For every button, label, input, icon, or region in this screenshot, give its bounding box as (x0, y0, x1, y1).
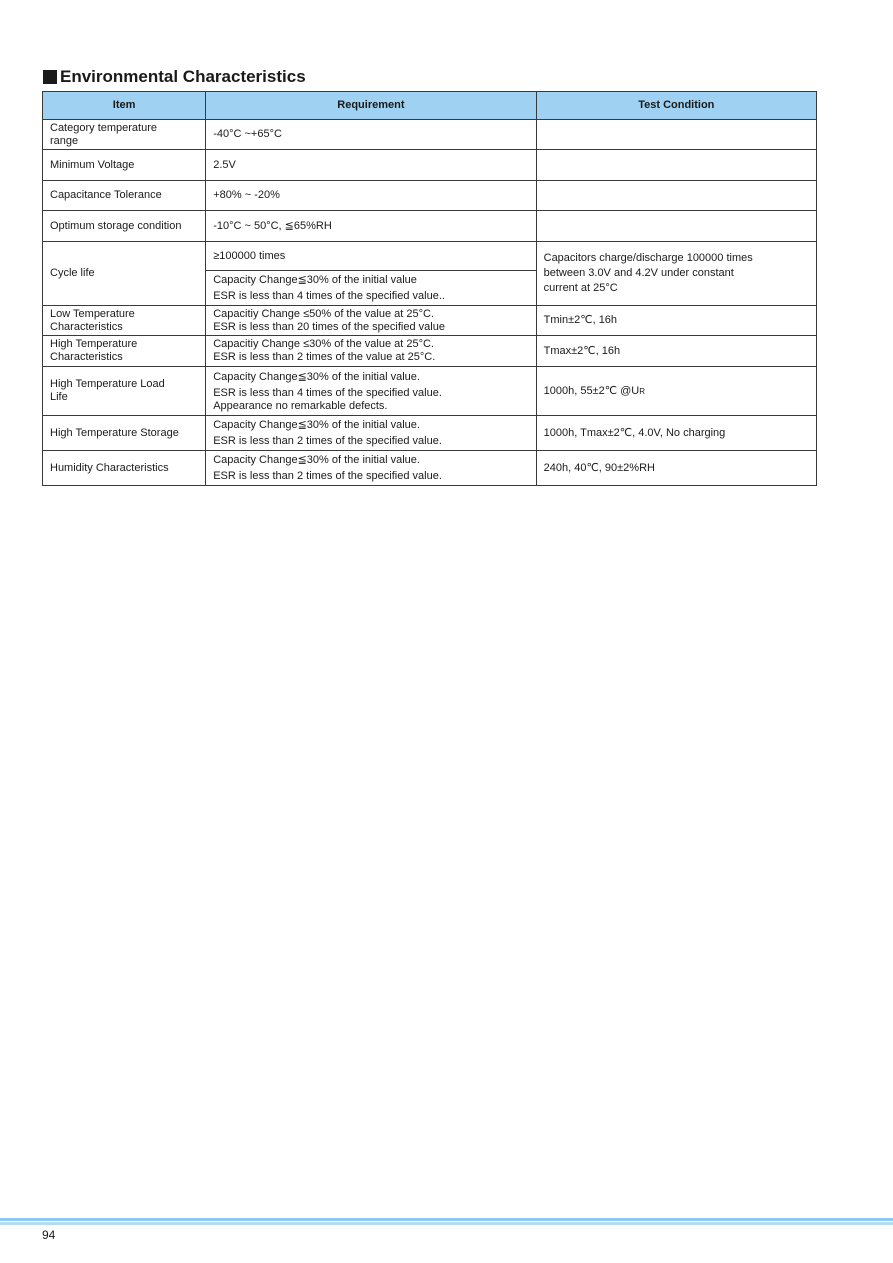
cell-text: Capacity Change≦30% of the initial value (213, 274, 417, 286)
cell-text: Minimum Voltage (50, 158, 135, 171)
cell-text: Capacitiy Change ≤30% of the value at 25°C. (213, 338, 434, 350)
cell-test-condition (536, 367, 816, 416)
table-header-row (43, 92, 817, 120)
cell-text: High Temperature Storage (50, 426, 179, 439)
cell-text: Capacity Change≦30% of the initial value. (213, 371, 420, 384)
cell-text: -10°C ~ 50°C, ≦65%RH (213, 219, 332, 232)
cell-test-condition (536, 120, 816, 150)
cell-requirement (206, 451, 536, 486)
cell-text: current at 25°C (543, 282, 618, 294)
cell-item (43, 336, 206, 367)
header-item: Item (43, 92, 206, 120)
cell-text: +80% ~ -20% (213, 189, 280, 201)
cell-item (43, 416, 206, 451)
cell-test-condition (536, 451, 816, 486)
cell-requirement (206, 242, 536, 271)
header-test-condition: Test Condition (536, 92, 816, 120)
cell-item (43, 367, 206, 416)
cell-text: between 3.0V and 4.2V under constant (543, 267, 734, 279)
cell-text: Characteristics (50, 351, 123, 363)
cell-text: Tmin±2℃, 16h (543, 314, 618, 326)
cell-text: Capacitance Tolerance (50, 189, 162, 201)
cell-item (43, 211, 206, 242)
cell-test-condition (536, 181, 816, 211)
table-row (43, 150, 817, 181)
cell-text: High Temperature Load (50, 378, 165, 390)
cell-item (43, 150, 206, 181)
table-row (43, 367, 817, 416)
cell-requirement (206, 336, 536, 367)
cell-text-wrapper (544, 385, 809, 398)
cell-text: High Temperature (50, 338, 138, 350)
cell-test-condition (536, 416, 816, 451)
table-row (43, 416, 817, 451)
cell-requirement (206, 211, 536, 242)
cell-text: Optimum storage condition (50, 219, 182, 232)
cell-text: Characteristics (50, 320, 123, 333)
table-row (43, 120, 817, 150)
cell-text: range (50, 134, 79, 147)
cell-text: ≥100000 times (213, 249, 286, 262)
cell-text: Category temperature (50, 121, 157, 134)
table-row (43, 211, 817, 242)
cell-item (43, 306, 206, 336)
section-title-text: Environmental Characteristics (60, 67, 306, 86)
cell-item (43, 242, 206, 306)
cell-text: ESR is less than 2 times of the specified value. (213, 435, 442, 447)
cell-text: Appearance no remarkable defects. (213, 399, 388, 412)
table-row (43, 306, 817, 336)
cell-text: Capacity Change≦30% of the initial value. (213, 453, 420, 466)
cell-requirement (206, 181, 536, 211)
cell-test-condition (536, 242, 816, 306)
environmental-characteristics-table (42, 91, 817, 486)
cell-text: Tmax±2℃, 16h (543, 344, 621, 357)
cell-requirement (206, 367, 536, 416)
cell-requirement (206, 416, 536, 451)
cell-item (43, 181, 206, 211)
cell-requirement (206, 150, 536, 181)
subscript-text: R (639, 386, 646, 396)
cell-text: Cycle life (50, 267, 95, 279)
cell-text: ESR is less than 4 times of the specified value. (213, 386, 442, 399)
cell-requirement (206, 271, 536, 306)
cell-text: 1000h, 55±2℃ @U (543, 384, 640, 397)
cell-text: -40°C ~+65°C (213, 128, 282, 140)
cell-text: Capacitors charge/discharge 100000 times (543, 252, 753, 264)
header-requirement: Requirement (206, 92, 536, 120)
footer-divider-bar (0, 1218, 893, 1225)
cell-test-condition (536, 306, 816, 336)
cell-test-condition (536, 150, 816, 181)
page-number: 94 (42, 1228, 56, 1242)
cell-text: ESR is less than 2 times of the specified value. (213, 470, 442, 482)
table-row (43, 336, 817, 367)
cell-text: Capacity Change≦30% of the initial value. (213, 418, 420, 431)
cell-text: 2.5V (213, 158, 236, 171)
table-row (43, 181, 817, 211)
cell-text: ESR is less than 4 times of the specified value.. (213, 290, 445, 302)
cell-item (43, 451, 206, 486)
cell-text: Life (50, 391, 68, 403)
table-row (43, 242, 817, 271)
cell-text: Low Temperature (50, 307, 135, 320)
cell-requirement (206, 306, 536, 336)
title-square-bullet-icon (43, 70, 57, 84)
cell-text: Humidity Characteristics (50, 461, 169, 474)
cell-test-condition (536, 211, 816, 242)
cell-text: Capacitiy Change ≤50% of the value at 25°C. (213, 307, 434, 320)
table-row (43, 451, 817, 486)
cell-item (43, 120, 206, 150)
cell-text: 240h, 40℃, 90±2%RH (543, 461, 655, 474)
cell-text: ESR is less than 2 times of the value at 25°C. (213, 351, 436, 363)
cell-text: ESR is less than 20 times of the specified value (213, 320, 445, 333)
cell-requirement (206, 120, 536, 150)
cell-text: 1000h, Tmax±2℃, 4.0V, No charging (543, 426, 726, 439)
cell-test-condition (536, 336, 816, 367)
section-title (43, 66, 306, 88)
